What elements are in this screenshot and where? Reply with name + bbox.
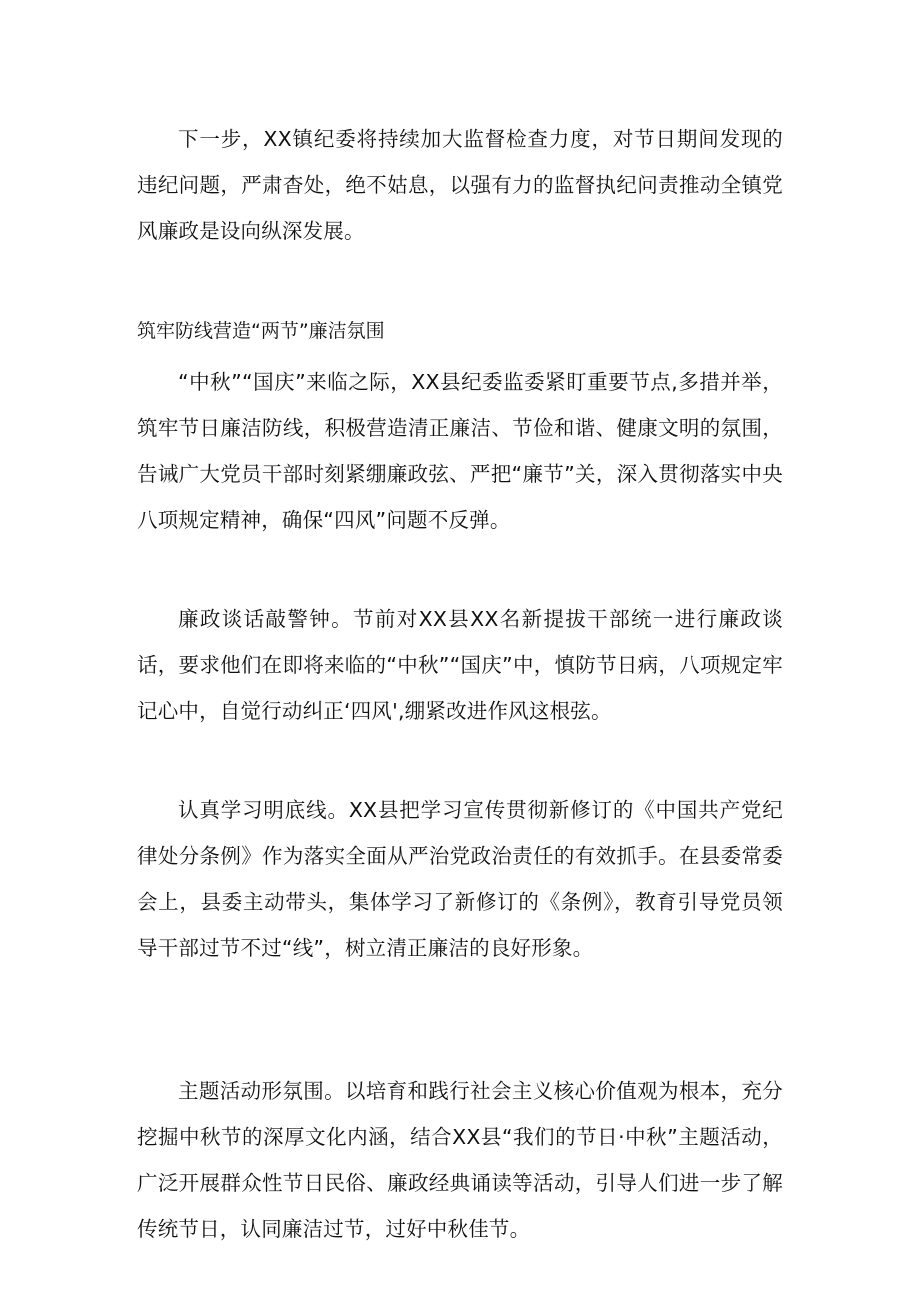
paragraph-festival-intro: “中秋”“国庆”来临之际，XX县纪委监委紧盯重要节点,多措并举，筑牢节日廉洁防线，积极营造清正廉洁、节俭和谐、健康文明的氛围，告诫广大党员干部时刻紧绷廉政弦、严把“廉节”关，深入贯彻落实中央八项规定精神，确保“四风”问题不反弹。 bbox=[137, 370, 783, 532]
paragraph-supervision: 下一步，XX镇纪委将持续加大监督检查力度，对节日期间发现的违纪问题，严肃杳处，绝不姑息，以强有力的监督执纪问责推动全镇党风廉政是设向纵深发展。 bbox=[137, 127, 783, 243]
paragraph-regulation-study: 认真学习明底线。XX县把学习宣传贯彻新修订的《中国共产党纪律处分条例》作为落实全面从严治党政治责任的有效抓手。在县委常委会上，县委主动带头，集体学习了新修订的《条例》，教育引导党员领导干部过节不过“线”，树立清正廉洁的良好形象。 bbox=[137, 798, 783, 960]
section-heading: 筑牢防线营造“两节”廉洁氛围 bbox=[137, 320, 385, 342]
paragraph-integrity-talk: 廉政谈话敲警钟。节前对XX县XX名新提拔干部统一进行廉政谈话，要求他们在即将来临的“中秋”“国庆”中，慎防节日病，八项规定牢记心中，自觉行动纠正‘四风',绷紧改进作风这根弦。 bbox=[137, 607, 783, 723]
paragraph-theme-activity: 主题活动形氛围。以培育和践行社会主义核心价值观为根本，充分挖掘中秋节的深厚文化内涵，结合XX县“我们的节日·中秋”主题活动，广泛开展群众性节日民俗、廉政经典诵读等活动，引导人们进一步了解传统节日，认同廉洁过节，过好中秋佳节。 bbox=[137, 1079, 783, 1241]
